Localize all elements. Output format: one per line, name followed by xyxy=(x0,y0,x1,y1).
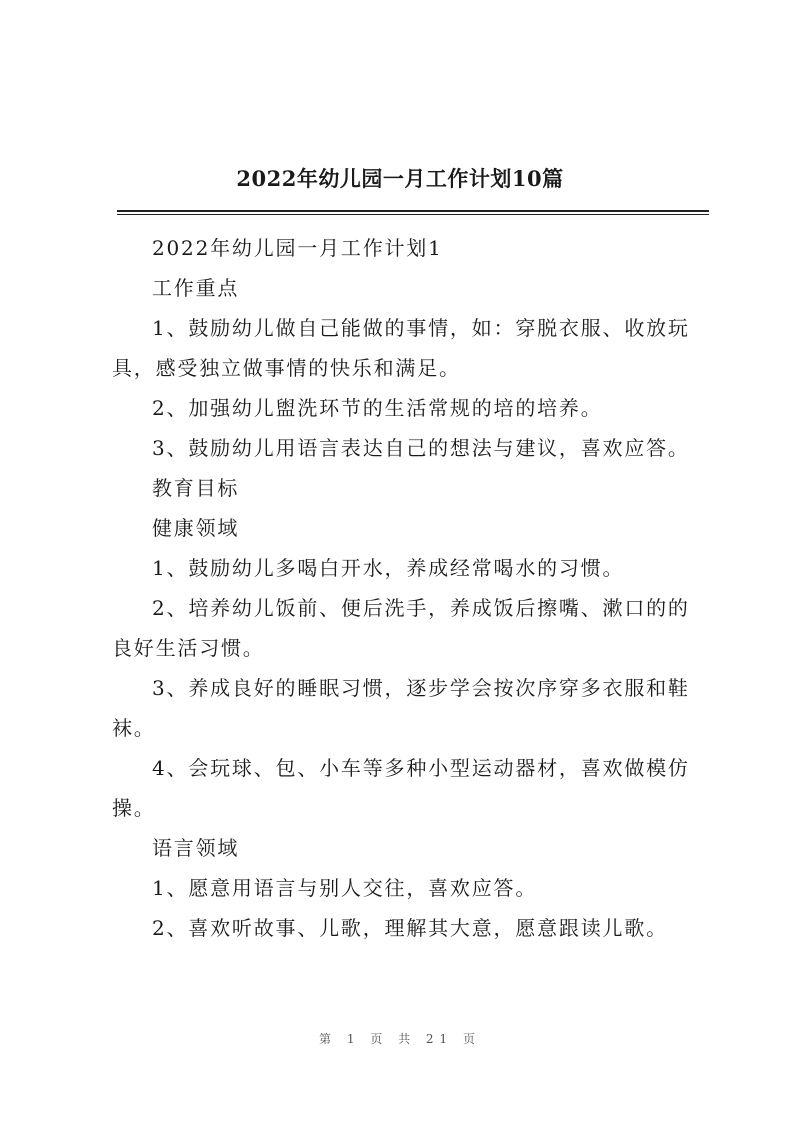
paragraph: 3、养成良好的睡眠习惯，逐步学会按次序穿多衣服和鞋袜。 xyxy=(112,676,690,740)
paragraph: 1、鼓励幼儿多喝白开水，养成经常喝水的习惯。 xyxy=(152,556,625,580)
document-body xyxy=(112,228,702,948)
document-title: 2022年幼儿园一月工作计划10篇 xyxy=(236,166,564,191)
title-divider xyxy=(117,210,709,215)
paragraph: 健康领域 xyxy=(152,516,240,540)
paragraph: 教育目标 xyxy=(152,476,240,500)
paragraph: 语言领域 xyxy=(152,836,240,860)
paragraph: 2、加强幼儿盥洗环节的生活常规的培的培养。 xyxy=(152,396,603,420)
paragraph: 3、鼓励幼儿用语言表达自己的想法与建议，喜欢应答。 xyxy=(152,436,690,460)
paragraph: 4、会玩球、包、小车等多种小型运动器材，喜欢做模仿操。 xyxy=(112,756,690,820)
paragraph: 工作重点 xyxy=(152,276,240,300)
page-footer: 第 1 页 共 21 页 xyxy=(319,1032,481,1046)
paragraph: 1、愿意用语言与别人交往，喜欢应答。 xyxy=(152,876,538,900)
paragraph: 2022年幼儿园一月工作计划1 xyxy=(152,236,443,260)
paragraph: 2、喜欢听故事、儿歌，理解其大意，愿意跟读儿歌。 xyxy=(152,916,668,940)
paragraph: 2、培养幼儿饭前、便后洗手，养成饭后擦嘴、漱口的的良好生活习惯。 xyxy=(112,596,690,660)
paragraph: 1、鼓励幼儿做自己能做的事情，如：穿脱衣服、收放玩具，感受独立做事情的快乐和满足。 xyxy=(112,316,690,380)
